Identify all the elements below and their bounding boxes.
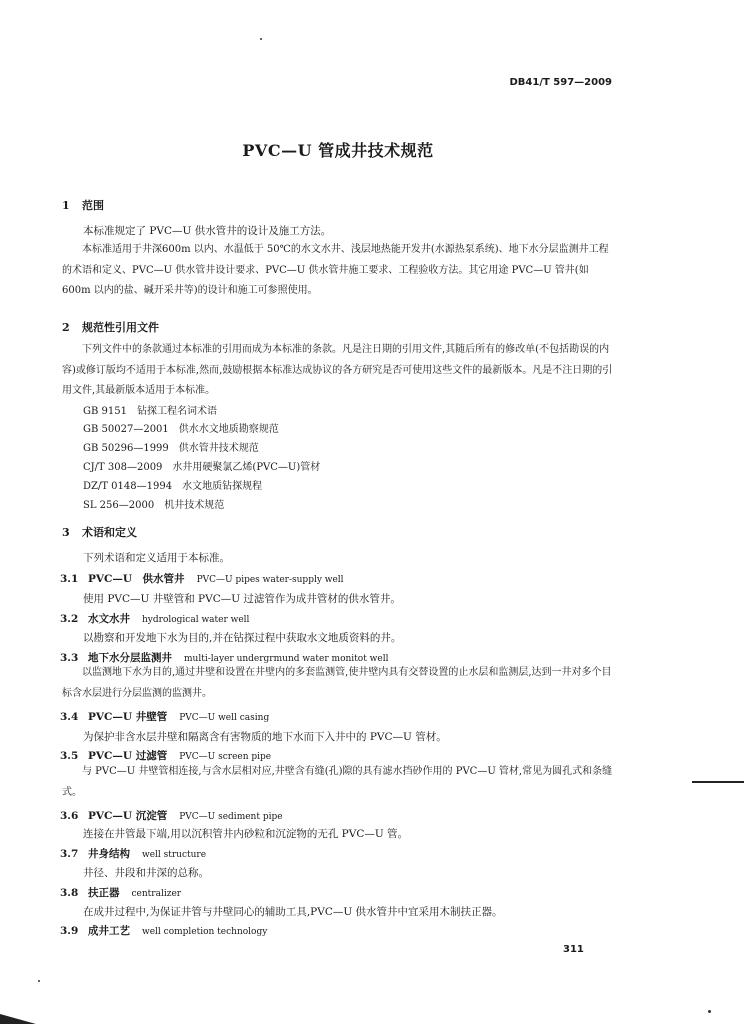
section-1-heading	[62, 197, 104, 213]
term-english: PVC—U screen pipe	[179, 752, 272, 762]
section-title: 规范性引用文件	[82, 321, 159, 334]
term-number: 3.5	[60, 750, 79, 762]
term-english: PVC—U sediment pipe	[179, 812, 283, 822]
term-chinese: 地下水分层监测井	[88, 652, 172, 664]
term-heading	[60, 709, 269, 724]
term-chinese: PVC—U 过滤管	[88, 750, 168, 762]
page-number: 311	[563, 944, 584, 955]
term-english: well completion technology	[142, 927, 268, 937]
term-number: 3.8	[60, 887, 79, 899]
term-heading	[60, 611, 249, 626]
scan-edge-line	[692, 781, 744, 783]
reference-item: SL 256—2000 机井技术规范	[83, 500, 225, 511]
term-heading	[60, 846, 206, 861]
term-number: 3.4	[60, 711, 79, 723]
term-heading	[60, 885, 181, 900]
term-english: multi-layer undergrmund water monitot well	[184, 654, 389, 664]
term-definition: 连接在井管最下端,用以沉积管井内砂粒和沉淀物的无孔 PVC—U 管。	[83, 828, 409, 840]
term-definition: 使用 PVC—U 井壁管和 PVC—U 过滤管作为成井管材的供水管井。	[83, 593, 401, 605]
term-english: centralizer	[131, 889, 182, 899]
term-english: PVC—U pipes water-supply well	[196, 575, 344, 585]
term-number: 3.6	[60, 810, 79, 822]
term-heading	[60, 923, 267, 938]
term-chinese: 扶正器	[88, 887, 120, 899]
term-heading	[60, 571, 344, 586]
term-definition: 井径、井段和井深的总称。	[83, 867, 209, 879]
section-3-heading	[62, 524, 137, 540]
reference-item: CJ/T 308—2009 水井用硬聚氯乙烯(PVC—U)管材	[83, 462, 321, 473]
term-number: 3.2	[60, 613, 79, 625]
section-3-intro: 下列术语和定义适用于本标准。	[83, 552, 230, 564]
term-english: PVC—U well casing	[179, 713, 270, 723]
term-chinese: PVC—U 供水管井	[88, 573, 185, 585]
term-definition: 以监测地下水为目的,通过井壁和设置在井壁内的多套监测管,使井壁内具有交替设置的止水层和监测层,达到一井对多个目标含水层进行分层监测的监测井。	[62, 667, 612, 699]
term-definition: 在成井过程中,为保证井管与井壁同心的辅助工具,PVC—U 供水管井中宜采用木制扶正器。	[83, 906, 503, 918]
term-number: 3.7	[60, 848, 79, 860]
reference-item: DZ/T 0148—1994 水文地质钻探规程	[83, 481, 263, 492]
term-heading	[60, 748, 271, 763]
section-number: 3	[62, 526, 70, 539]
document-code: DB41/T 597—2009	[509, 77, 612, 88]
term-english: hydrological water well	[142, 615, 250, 625]
term-number: 3.1	[60, 573, 79, 585]
section-1-paragraph-2: 本标准适用于井深600m 以内、水温低于 50℃的水文水井、浅层地热能开发井(水源热泵系统)、地下水分层监测井工程的术语和定义、PVC—U 供水管井设计要求、PVC—U 供水管井施工要求、工程验收方法。其它用途 PVC—U 管井(如 600m 以内的盐、碱开采井等)的设计和施工可参照使用。	[62, 244, 609, 296]
section-number: 2	[62, 321, 70, 334]
section-title: 范围	[82, 199, 104, 212]
section-2-heading	[62, 319, 159, 335]
section-2-intro: 下列文件中的条款通过本标准的引用而成为本标准的条款。凡是注日期的引用文件,其随后所有的修改单(不包括勘误的内容)或修订版均不适用于本标准,然而,鼓励根据本标准达成协议的各方研究是否可使用这些文件的最新版本。凡是不注日期的引用文件,其最新版本适用于本标准。	[62, 344, 613, 396]
term-english: well structure	[142, 850, 207, 860]
term-chinese: 水文水井	[88, 613, 130, 625]
term-heading	[60, 808, 283, 823]
term-chinese: PVC—U 井壁管	[88, 711, 168, 723]
scan-speck	[708, 1010, 711, 1013]
reference-item: GB 50296—1999 供水管井技术规范	[83, 443, 259, 454]
reference-item: GB 9151 钻探工程名词术语	[83, 406, 217, 417]
scan-corner-shadow	[0, 1010, 36, 1024]
term-chinese: 成井工艺	[88, 925, 130, 937]
term-number: 3.9	[60, 925, 79, 937]
term-definition: 为保护非含水层井壁和隔离含有害物质的地下水而下入井中的 PVC—U 管材。	[83, 731, 447, 743]
section-1-paragraph-1: 本标准规定了 PVC—U 供水管井的设计及施工方法。	[83, 225, 332, 237]
term-definition: 与 PVC—U 井壁管相连接,与含水层相对应,井壁含有缝(孔)隙的具有滤水挡砂作用的 PVC—U 管材,常见为圆孔式和条缝式。	[62, 766, 613, 798]
document-title: PVC—U 管成井技术规范	[242, 141, 434, 160]
term-number: 3.3	[60, 652, 79, 664]
section-title: 术语和定义	[82, 526, 137, 539]
term-chinese: PVC—U 沉淀管	[88, 810, 168, 822]
section-number: 1	[62, 199, 70, 212]
scan-speck	[38, 980, 40, 982]
reference-item: GB 50027—2001 供水水文地质勘察规范	[83, 424, 279, 435]
scan-speck	[260, 38, 262, 40]
term-chinese: 井身结构	[88, 848, 130, 860]
term-definition: 以勘察和开发地下水为目的,并在钻探过程中获取水文地质资料的井。	[83, 632, 402, 644]
